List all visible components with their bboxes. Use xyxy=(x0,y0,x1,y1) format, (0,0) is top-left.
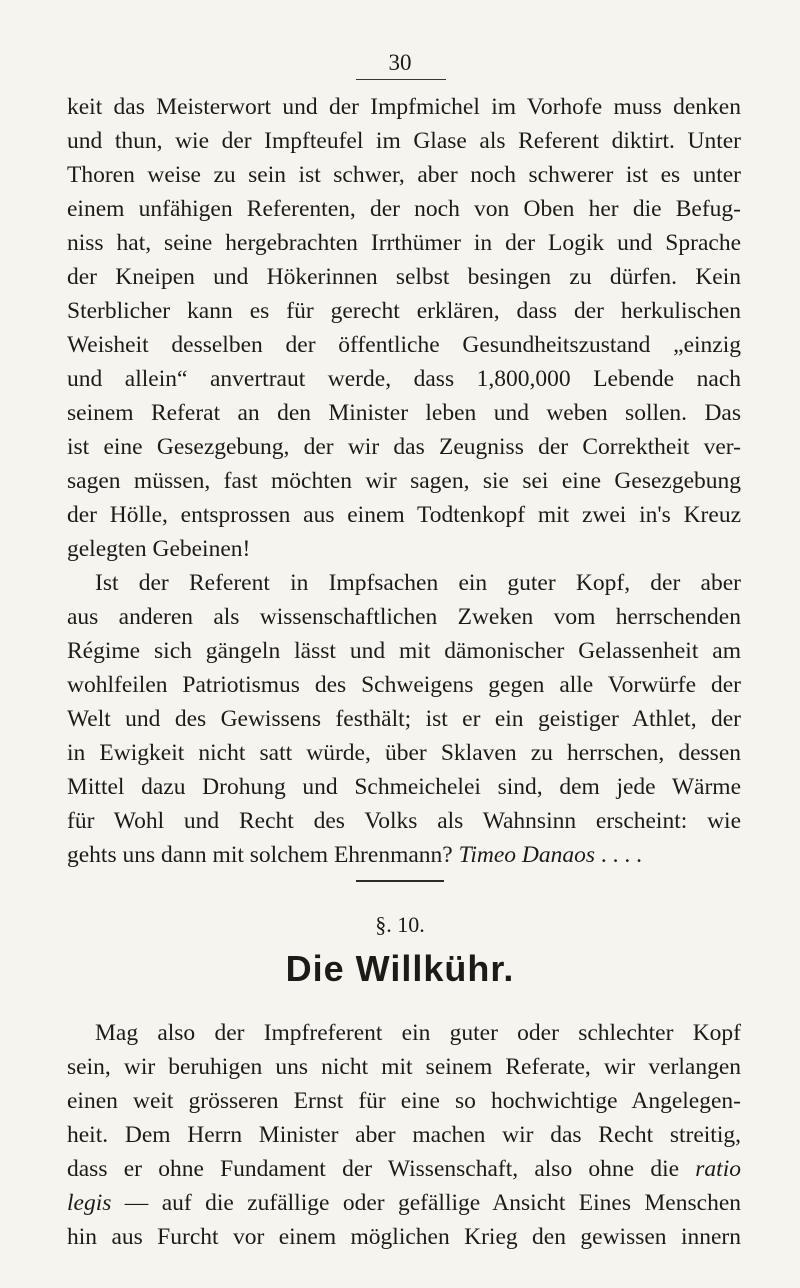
text-line: Sterblicher kann es für gerecht erklären, dass der herkulischen xyxy=(67,298,741,324)
text-line: der Hölle, entsprossen aus einem Todtenkopf mit zwei in's Kreuz xyxy=(67,502,741,528)
text-line: Régime sich gängeln lässt und mit dämonischer Gelassenheit am xyxy=(67,638,741,664)
text-line xyxy=(67,1188,741,1218)
text-line: gelegten Gebeinen! xyxy=(67,536,251,562)
text-line: einem unfähigen Referenten, der noch von Oben her die Befug- xyxy=(67,196,741,222)
italic-phrase: legis xyxy=(67,1190,112,1216)
text-fragment: gehts uns dann mit solchem Ehrenmann? xyxy=(67,842,459,868)
text-line: heit. Dem Herrn Minister aber machen wir das Recht streitig, xyxy=(67,1122,741,1148)
text-line: aus anderen als wissenschaftlichen Zweken vom herrschenden xyxy=(67,604,741,630)
italic-phrase: ratio xyxy=(695,1156,741,1182)
text-fragment: dass er ohne Fundament der Wissenschaft, also ohne die xyxy=(67,1156,696,1182)
text-line xyxy=(67,1154,741,1184)
text-line: Mittel dazu Drohung und Schmeichelei sind, dem jede Wärme xyxy=(67,774,741,800)
text-line: hin aus Furcht vor einem möglichen Krieg den gewissen innern xyxy=(67,1224,741,1250)
text-line: sein, wir beruhigen uns nicht mit seinem Referate, wir verlangen xyxy=(67,1054,741,1080)
page-number-underline xyxy=(356,79,446,80)
section-separator-rule xyxy=(356,880,444,882)
text-line: einen weit grösseren Ernst für eine so hochwichtige Angelegen- xyxy=(67,1088,741,1114)
text-line xyxy=(67,840,741,870)
text-fragment: — auf die zufällige oder gefällige Ansicht Eines Menschen xyxy=(111,1190,741,1216)
text-line: keit das Meisterwort und der Impfmichel im Vorhofe muss denken xyxy=(67,94,741,120)
text-line: niss hat, seine hergebrachten Irrthümer in der Logik und Sprache xyxy=(67,230,741,256)
text-line: für Wohl und Recht des Volks als Wahnsinn erscheint: wie xyxy=(67,808,741,834)
text-line: und allein“ anvertraut werde, dass 1,800,000 Lebende nach xyxy=(67,366,741,392)
text-line: Welt und des Gewissens festhält; ist er ein geistiger Athlet, der xyxy=(67,706,741,732)
text-line: in Ewigkeit nicht satt würde, über Sklaven zu herrschen, dessen xyxy=(67,740,741,766)
text-line: Mag also der Impfreferent ein guter oder schlechter Kopf xyxy=(95,1020,741,1046)
text-line: Weisheit desselben der öffentliche Gesundheitszustand „einzig xyxy=(67,332,741,358)
text-line: seinem Referat an den Minister leben und weben sollen. Das xyxy=(67,400,741,426)
text-line: wohlfeilen Patriotismus des Schweigens gegen alle Vorwürfe der xyxy=(67,672,741,698)
text-line: ist eine Gesezgebung, der wir das Zeugniss der Correktheit ver- xyxy=(67,434,741,460)
text-line: Thoren weise zu sein ist schwer, aber noch schwerer ist es unter xyxy=(67,162,741,188)
section-title: Die Willkühr. xyxy=(285,948,515,989)
page-number: 30 xyxy=(388,50,412,75)
text-line: und thun, wie der Impfteufel im Glase als Referent diktirt. Unter xyxy=(67,128,741,154)
text-line: sagen müssen, fast möchten wir sagen, sie sei eine Gesezgebung xyxy=(67,468,741,494)
text-line: der Kneipen und Hökerinnen selbst besingen zu dürfen. Kein xyxy=(67,264,741,290)
ellipsis: . . . . xyxy=(595,842,643,868)
section-number: §. 10. xyxy=(375,912,425,937)
italic-phrase: Timeo Danaos xyxy=(458,842,596,868)
text-line: Ist der Referent in Impfsachen ein guter Kopf, der aber xyxy=(95,570,741,596)
